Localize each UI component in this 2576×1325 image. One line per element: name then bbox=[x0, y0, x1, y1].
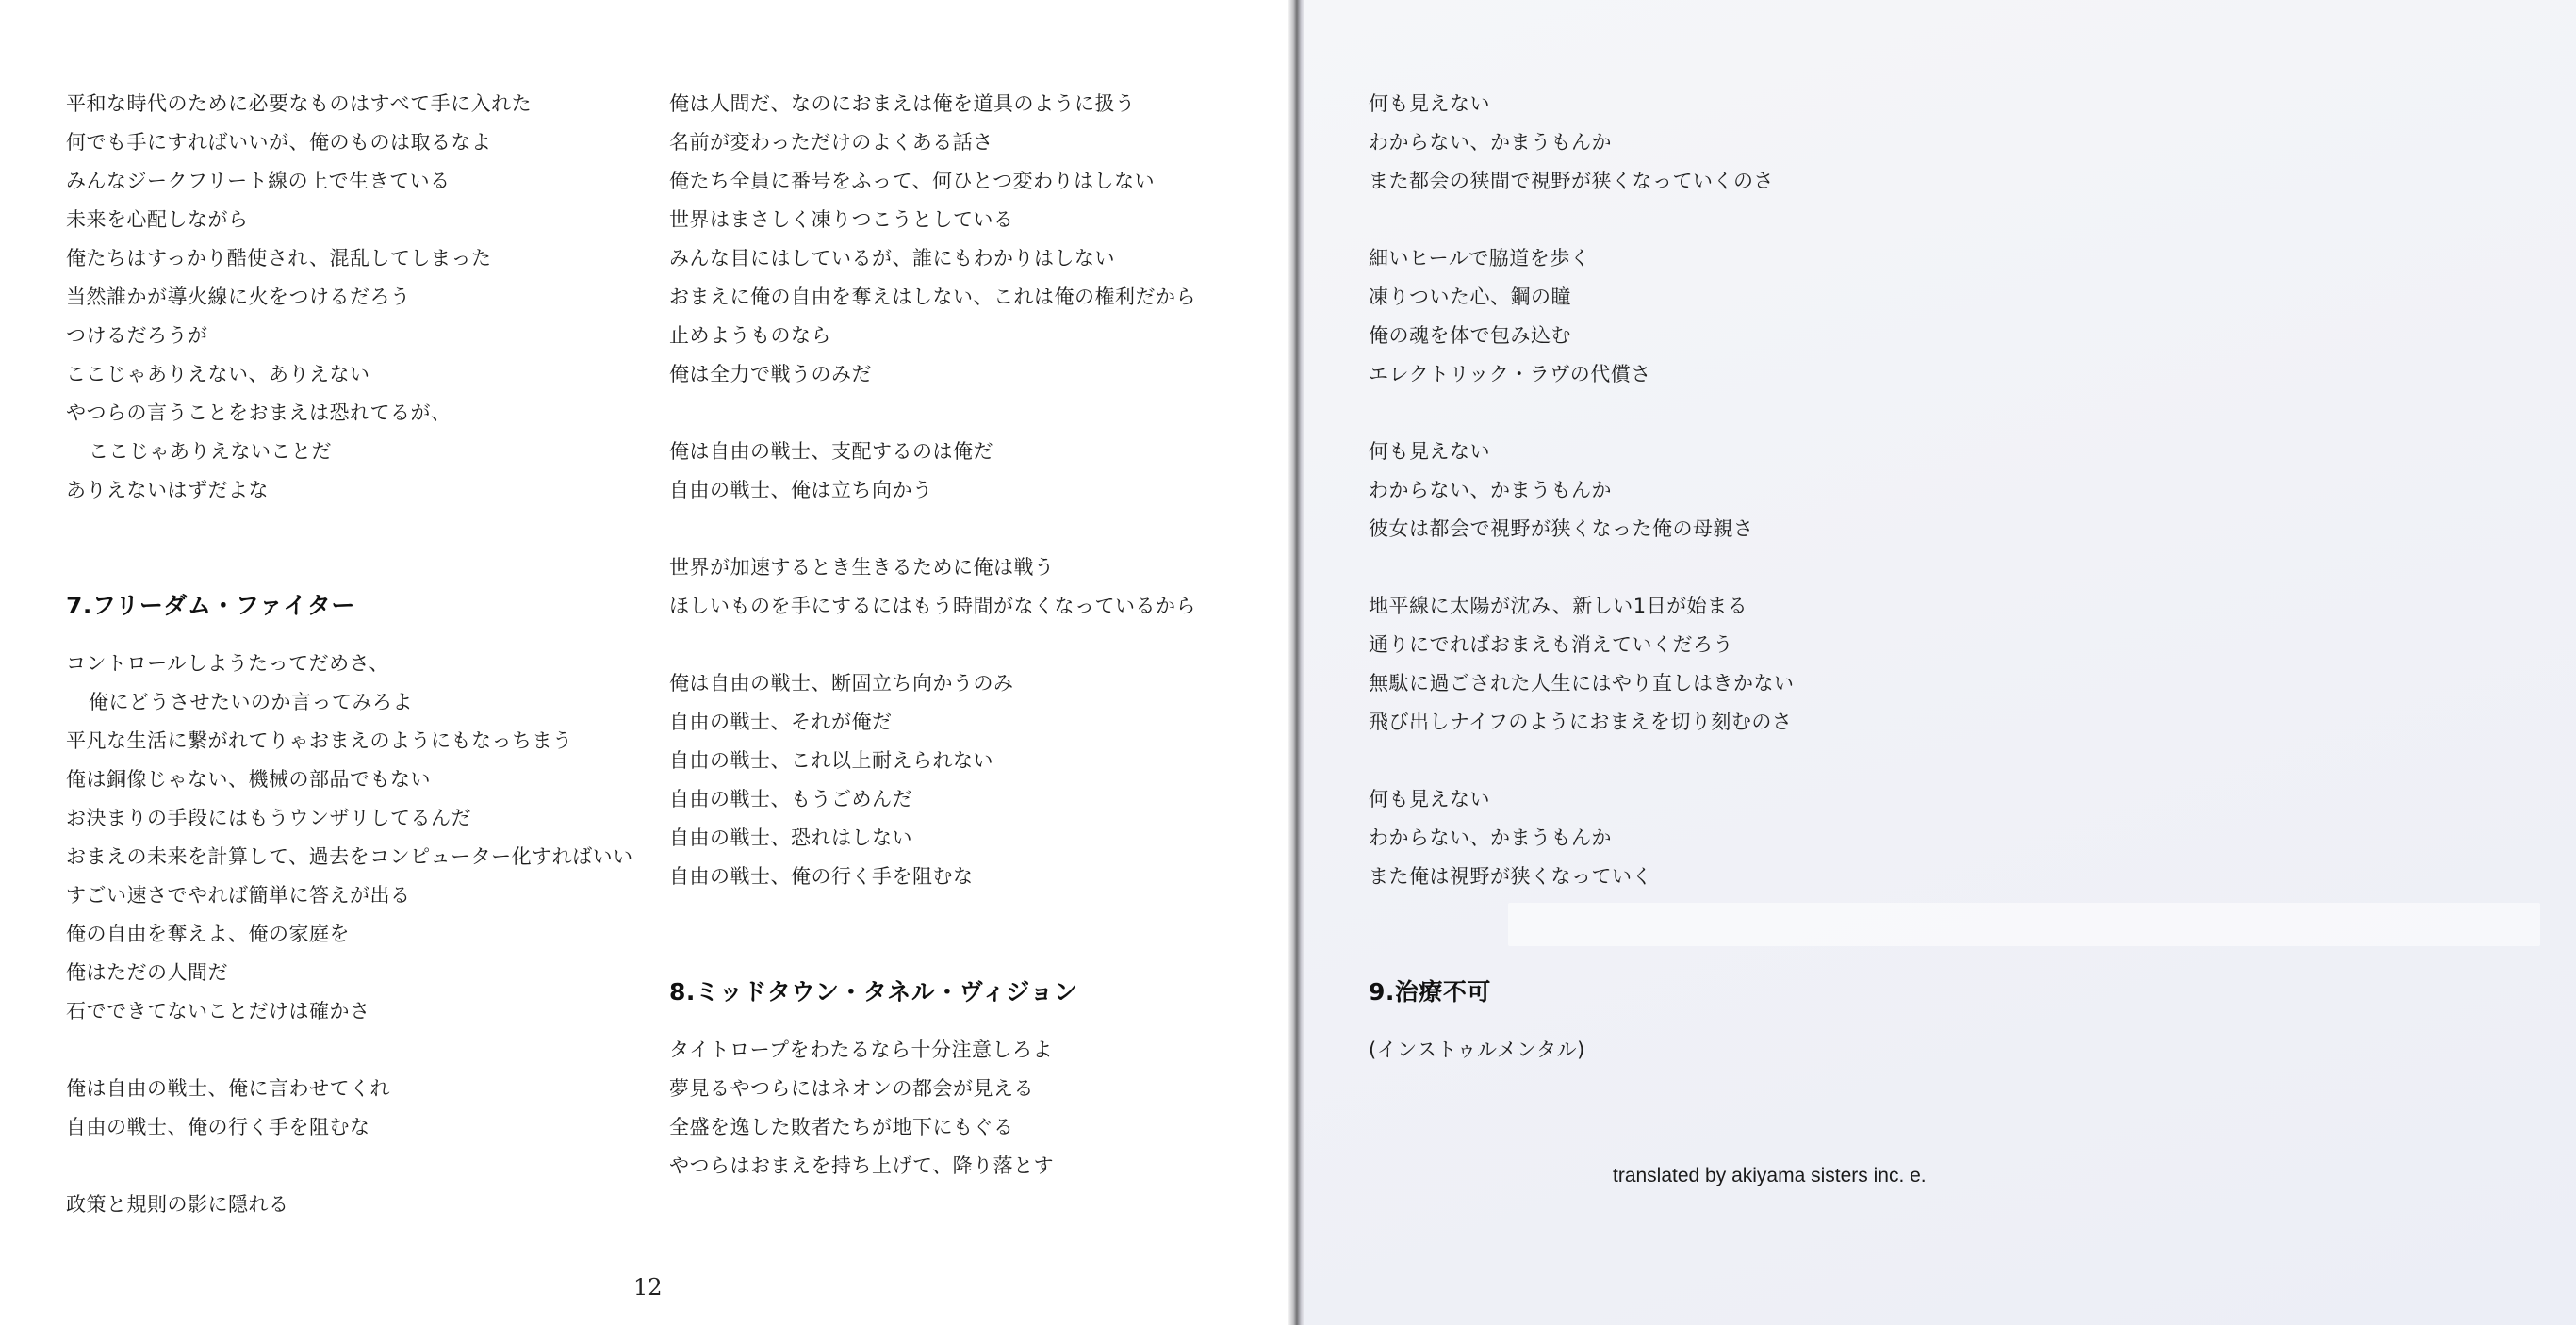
lyric-line: 俺にどうさせたいのか言ってみろよ bbox=[89, 691, 413, 713]
lyric-line: みんなジークフリート線の上で生きている bbox=[66, 170, 451, 192]
lyric-line: 細いヒールで脇道を歩く bbox=[1369, 247, 1591, 270]
page-number: 12 bbox=[633, 1274, 663, 1300]
lyric-line: 政策と規則の影に隠れる bbox=[66, 1193, 289, 1216]
lyric-line: 俺は人間だ、なのにおまえは俺を道具のように扱う bbox=[669, 92, 1136, 115]
lyric-line: 自由の戦士、もうごめんだ bbox=[669, 788, 912, 810]
lyric-line: 俺はただの人間だ bbox=[66, 961, 228, 984]
lyric-line: 名前が変わっただけのよくある話さ bbox=[669, 131, 993, 154]
lyric-line: 平和な時代のために必要なものはすべて手に入れた bbox=[66, 92, 533, 115]
lyric-line: 世界が加速するとき生きるために俺は戦う bbox=[669, 556, 1055, 579]
lyric-line: ほしいものを手にするにはもう時間がなくなっているから bbox=[669, 595, 1196, 617]
lyric-line: わからない、かまうもんか bbox=[1369, 479, 1612, 501]
lyric-line: 凍りついた心、鋼の瞳 bbox=[1369, 286, 1571, 308]
lyric-line: 俺は全力で戦うのみだ bbox=[669, 363, 872, 385]
lyrics-column-left bbox=[66, 85, 650, 1224]
lyric-line: 止めようものなら bbox=[669, 324, 831, 347]
lyric-line: 自由の戦士、これ以上耐えられない bbox=[669, 749, 993, 772]
lyric-line: 平凡な生活に繋がれてりゃおまえのようにもなっちまう bbox=[66, 729, 573, 752]
lyrics-column-middle bbox=[669, 85, 1254, 1186]
lyric-line: コントロールしようたってだめさ、 bbox=[66, 652, 389, 675]
lyric-line: 俺の自由を奪えよ、俺の家庭を bbox=[66, 923, 350, 945]
lyric-line: みんな目にはしているが、誰にもわかりはしない bbox=[669, 247, 1115, 270]
lyric-line: やつらはおまえを持ち上げて、降り落とす bbox=[669, 1154, 1055, 1177]
lyric-line: 夢見るやつらにはネオンの都会が見える bbox=[669, 1077, 1034, 1100]
lyric-line: 当然誰かが導火線に火をつけるだろう bbox=[66, 286, 411, 308]
lyric-line: 俺は銅像じゃない、機械の部品でもない bbox=[66, 768, 431, 791]
lyric-line: 通りにでればおまえも消えていくだろう bbox=[1369, 633, 1733, 656]
lyric-line: 俺たちはすっかり酷使され、混乱してしまった bbox=[66, 247, 492, 270]
song-title-7: 7.フリーダム・ファイター bbox=[66, 592, 355, 619]
lyric-line: やつらの言うことをおまえは恐れてるが、 bbox=[66, 401, 451, 424]
lyric-line: 自由の戦士、恐れはしない bbox=[669, 826, 912, 849]
song-title-9: 9.治療不可 bbox=[1369, 978, 1491, 1006]
lyric-line: お決まりの手段にはもうウンザリしてるんだ bbox=[66, 807, 471, 829]
lyric-line: また俺は視野が狭くなっていく bbox=[1369, 865, 1652, 888]
lyric-line: ここじゃありえない、ありえない bbox=[66, 363, 370, 385]
lyric-line: また都会の狭間で視野が狭くなっていくのさ bbox=[1369, 170, 1774, 192]
lyric-line: 彼女は都会で視野が狭くなった俺の母親さ bbox=[1369, 517, 1754, 540]
lyric-line: タイトロープをわたるなら十分注意しろよ bbox=[669, 1039, 1054, 1061]
lyric-line: 何も見えない bbox=[1369, 440, 1490, 463]
lyric-line: 何でも手にすればいいが、俺のものは取るなよ bbox=[66, 131, 492, 154]
instrumental-note: (インストゥルメンタル) bbox=[1369, 1039, 1585, 1061]
lyric-line: おまえに俺の自由を奪えはしない、これは俺の権利だから bbox=[669, 286, 1196, 308]
translation-credit: translated by akiyama sisters inc. e. bbox=[1613, 1165, 1927, 1186]
lyric-line: 何も見えない bbox=[1369, 92, 1490, 115]
lyric-line: ありえないはずだよな bbox=[66, 479, 269, 501]
lyric-line: 自由の戦士、それが俺だ bbox=[669, 711, 893, 733]
lyric-line: 俺たち全員に番号をふって、何ひとつ変わりはしない bbox=[669, 170, 1156, 192]
lyric-line: わからない、かまうもんか bbox=[1369, 131, 1612, 154]
lyrics-column-right bbox=[1369, 85, 2028, 1070]
song-title-8: 8.ミッドタウン・タネル・ヴィジョン bbox=[669, 978, 1078, 1006]
lyric-line: ここじゃありえないことだ bbox=[89, 440, 332, 463]
lyric-line: 世界はまさしく凍りつこうとしている bbox=[669, 208, 1014, 231]
lyric-line: おまえの未来を計算して、過去をコンピューター化すればいい bbox=[66, 845, 633, 868]
lyric-line: 俺は自由の戦士、俺に言わせてくれ bbox=[66, 1077, 390, 1100]
lyric-line: エレクトリック・ラヴの代償さ bbox=[1369, 363, 1651, 385]
lyric-line: 俺は自由の戦士、支配するのは俺だ bbox=[669, 440, 993, 463]
lyric-line: 俺の魂を体で包み込む bbox=[1369, 324, 1571, 347]
lyric-line: すごい速さでやれば簡単に答えが出る bbox=[66, 884, 411, 907]
lyric-line: 自由の戦士、俺は立ち向かう bbox=[669, 479, 933, 501]
lyric-line: わからない、かまうもんか bbox=[1369, 826, 1612, 849]
lyric-line: 俺は自由の戦士、断固立ち向かうのみ bbox=[669, 672, 1014, 695]
lyric-line: 全盛を逸した敗者たちが地下にもぐる bbox=[669, 1116, 1014, 1138]
lyric-line: 無駄に過ごされた人生にはやり直しはきかない bbox=[1369, 672, 1795, 695]
lyric-line: 地平線に太陽が沈み、新しい1日が始まる bbox=[1369, 595, 1748, 617]
lyric-line: 未来を心配しながら bbox=[66, 208, 249, 231]
lyric-line: 何も見えない bbox=[1369, 788, 1490, 810]
lyric-line: つけるだろうが bbox=[66, 324, 208, 347]
lyric-line: 自由の戦士、俺の行く手を阻むな bbox=[669, 865, 974, 888]
book-spine bbox=[1288, 0, 1304, 1325]
lyric-line: 自由の戦士、俺の行く手を阻むな bbox=[66, 1116, 370, 1138]
lyric-line: 石でできてないことだけは確かさ bbox=[66, 1000, 370, 1022]
lyric-line: 飛び出しナイフのようにおまえを切り刻むのさ bbox=[1369, 711, 1793, 733]
